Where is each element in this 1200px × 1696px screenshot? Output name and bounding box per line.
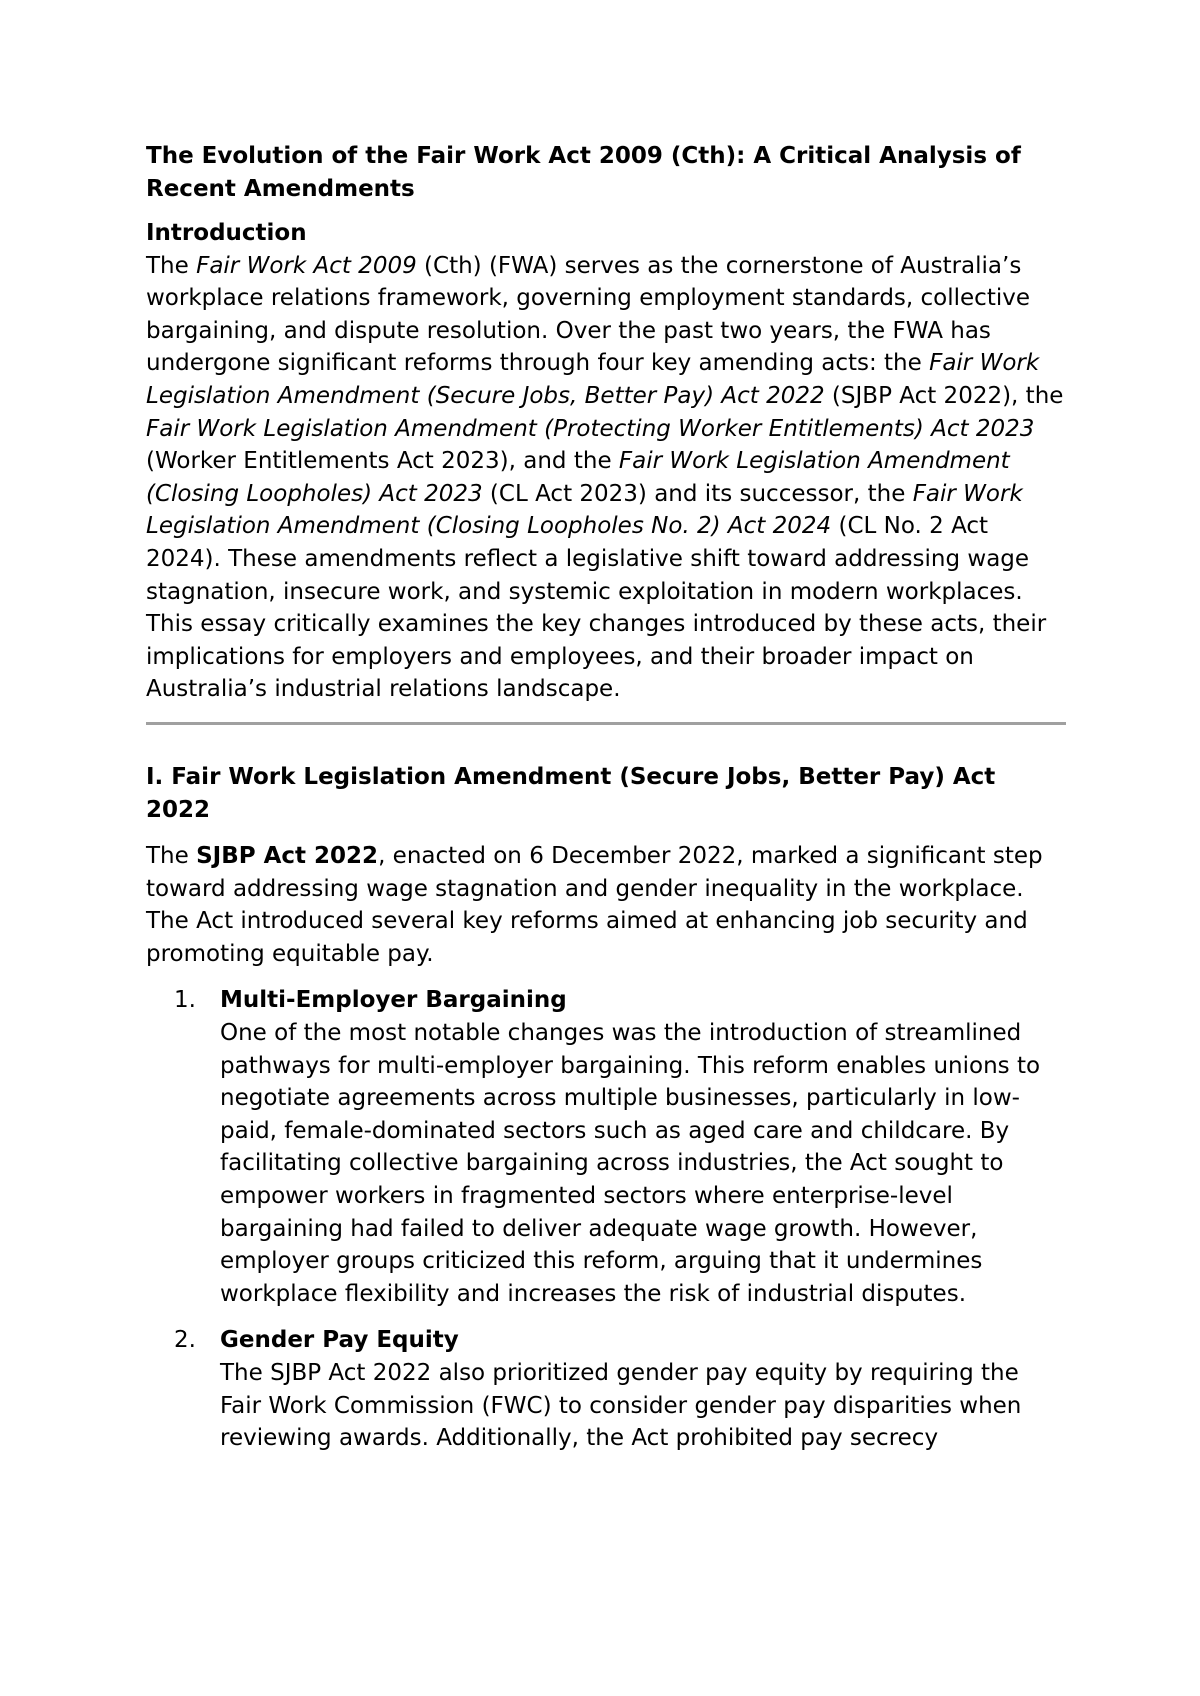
section1-intro — [146, 840, 1066, 970]
act4-name: Fair Work Legislation Amendment (Closing Loopholes No. 2) Act 2024 — [146, 480, 1023, 540]
list-item-body: One of the most notable changes was the introduction of streamlined pathways for multi-employer bargaining. This reform enables unions to negotiate agreements across multiple businesses, particularly in low-paid, female-dominated sectors such as aged care and childcare. By facilitating collective bargaining across industries, the Act sought to empower workers in fragmented sectors where enterprise-level bargaining had failed to deliver adequate wage growth. However, employer groups criticized this reform, arguing that it undermines workplace flexibility and increases the risk of industrial disputes. — [220, 1020, 1041, 1307]
horizontal-divider — [146, 722, 1066, 725]
document-title: The Evolution of the Fair Work Act 2009 (Cth): A Critical Analysis of Recent Amendments — [146, 143, 1021, 202]
document-page — [146, 140, 1066, 1469]
act4-short: (CL No. 2 Act 2024). These amendments reflect a legislative shift toward addressing wage stagnation, insecure work, and systemic exploitation in modern workplaces. This essay critically examines the key changes introduced by these acts, their implications for employers and employees, and their broader impact on Australia’s industrial relations landscape. — [146, 513, 1047, 703]
intro-text-1: The — [146, 252, 197, 279]
act3-name: Fair Work Legislation Amendment (Closing Loopholes) Act 2023 — [146, 448, 1010, 507]
list-item-number: 2. — [174, 1327, 196, 1354]
introduction-heading: Introduction — [146, 220, 307, 246]
section1-intro-text-1: The — [146, 843, 197, 870]
act1-short: (SJBP Act 2022), the — [824, 382, 1064, 409]
section1-intro-text-2: , enacted on 6 December 2022, marked a significant step toward addressing wage stagnation and gender inequality in the workplace. The Act introduced several key reforms aimed at enhancing job security and promoting equitable pay. — [146, 843, 1043, 967]
act2-name: Fair Work Legislation Amendment (Protecting Worker Entitlements) Act 2023 — [146, 415, 1035, 442]
list-item — [174, 984, 1066, 1310]
act1-name: Fair Work Legislation Amendment (Secure Jobs, Better Pay) Act 2022 — [146, 350, 1040, 409]
introduction-paragraph — [146, 250, 1066, 706]
list-item-title: Gender Pay Equity — [220, 1327, 459, 1354]
act3-short: (CL Act 2023) and its successor, the — [482, 480, 913, 507]
list-item-body: The SJBP Act 2022 also prioritized gender pay equity by requiring the Fair Work Commission (FWC) to consider gender pay disparities when reviewing awards. Additionally, the Act prohibited pay secrecy — [220, 1360, 1022, 1452]
list-item — [174, 1324, 1066, 1454]
list-item-number: 1. — [174, 987, 196, 1014]
sjbp-act-bold: SJBP Act 2022 — [196, 843, 379, 870]
intro-text-2: (Cth) (FWA) serves as the cornerstone of Australia’s workplace relations framework, governing employment standards, collective bargaining, and dispute resolution. Over the past two years, the FWA has undergone significant reforms through four key amending acts: the — [146, 252, 1030, 377]
section1-list — [146, 984, 1066, 1454]
list-item-title: Multi-Employer Bargaining — [220, 987, 567, 1014]
fwa-name: Fair Work Act 2009 — [196, 252, 417, 279]
section1-heading: I. Fair Work Legislation Amendment (Secure Jobs, Better Pay) Act 2022 — [146, 763, 996, 823]
act2-short: (Worker Entitlements Act 2023), and the — [146, 448, 619, 475]
